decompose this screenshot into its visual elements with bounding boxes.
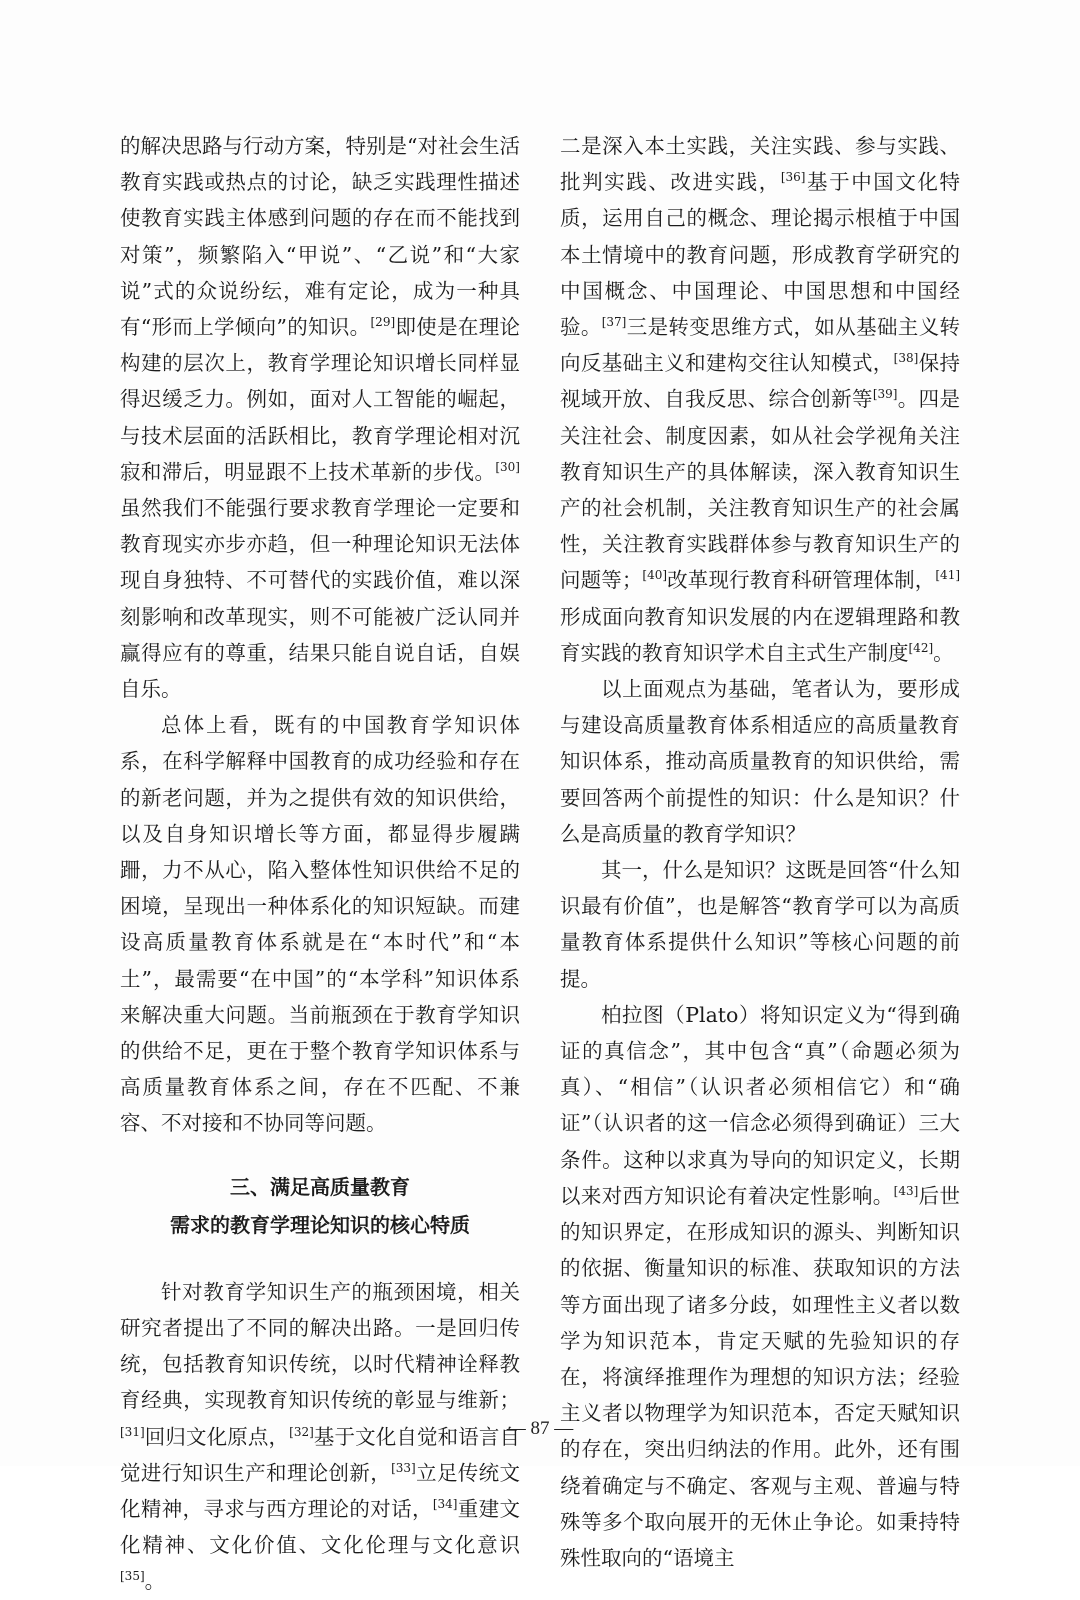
citation-marker: [30] bbox=[495, 459, 520, 474]
right-column bbox=[560, 128, 960, 1576]
text-run: 二是深入本土实践，关注实践、参与实践、批判实践、改进实践， bbox=[560, 134, 960, 195]
text-run: 后世的知识界定，在形成知识的源头、判断知识的依据、衡量知识的标准、获取知识的方法等方面出现了诸多分歧，如理性主义者以数学为知识范本，肯定天赋的先验知识的存在，将演绎推理作为理想的知识方法；经验主义者以物理学为知识范本，否定天赋知识的存在，突出归纳法的作用。此外，还有围绕着确定与不确定、客观与主观、普遍与特殊等多个取向展开的无休止争论。如秉持特殊性取向的“语境主 bbox=[560, 1183, 961, 1570]
text-run: 。四是关注社会、制度因素，如从社会学视角关注教育知识生产的具体解读，深入教育知识生产的社会机制，关注教育知识生产的社会属性，关注教育实践群体参与教育知识生产的问题等； bbox=[560, 387, 961, 593]
citation-marker: [41] bbox=[935, 568, 961, 583]
text-run: 。 bbox=[144, 1569, 166, 1594]
text-run: 虽然我们不能强行要求教育学理论一定要和教育现实亦步亦趋，但一种理论知识无法体现自身独特、不可替代的实践价值，难以深刻影响和改革现实，则不可能被广泛认同并赢得应有的尊重，结果只能自说自话，自娱自乐。 bbox=[120, 496, 520, 702]
section-heading-line-2: 需求的教育学理论知识的核心特质 bbox=[170, 1212, 470, 1237]
text-run: 保持视域开放、自我反思、综合创新等 bbox=[560, 351, 961, 412]
section-heading-line-1: 三、满足高质量教育 bbox=[230, 1174, 410, 1199]
text-run: 针对教育学知识生产的瓶颈困境，相关研究者提出了不同的解决出路。一是回归传统，包括教育知识传统，以时代精神诠释教育经典，实现教育知识传统的彰显与维新； bbox=[120, 1279, 520, 1413]
citation-marker: [33] bbox=[391, 1460, 416, 1475]
citation-marker: [36] bbox=[780, 170, 806, 185]
text-run: 重建文化精神、文化价值、文化伦理与文化意识 bbox=[120, 1496, 521, 1558]
citation-marker: [34] bbox=[432, 1496, 458, 1511]
page-number: — 87 — bbox=[506, 1418, 574, 1439]
citation-marker: [32] bbox=[289, 1424, 314, 1439]
section-heading bbox=[120, 1168, 520, 1244]
text-run: 立足传统文化精神，寻求与西方理论的对话， bbox=[120, 1460, 521, 1521]
paragraph bbox=[560, 128, 960, 671]
citation-marker: [38] bbox=[893, 351, 919, 366]
text-run: 柏拉图（Plato）将知识定义为“得到确证的真信念”，其中包含“真”（命题必须为真）、“相信”（认识者必须相信它）和“确证”（认识者的这一信念必须得到确证）三大条件。这种以求真为导向的知识定义，长期以来对西方知识论有着决定性影响。 bbox=[560, 1002, 960, 1208]
text-run: 回归文化原点， bbox=[144, 1424, 290, 1449]
citation-marker: [40] bbox=[642, 568, 668, 583]
citation-marker: [35] bbox=[120, 1569, 145, 1584]
text-run: 。 bbox=[933, 640, 954, 665]
text-run: 基于中国文化特质，运用自己的概念、理论揭示根植于中国本土情境中的教育问题，形成教育学研究的中国概念、中国理论、中国思想和中国经验。 bbox=[560, 170, 961, 340]
text-run: 改革现行教育科研管理体制， bbox=[667, 568, 936, 593]
citation-marker: [43] bbox=[893, 1183, 919, 1198]
text-run: 基于文化自觉和语言自觉进行知识生产和理论创新， bbox=[120, 1424, 521, 1485]
text-run: 形成面向教育知识发展的内在逻辑理路和教育实践的教育知识学术自主式生产制度 bbox=[560, 604, 960, 665]
text-run: 三是转变思维方式，如从基础主义转向反基础主义和建构交往认知模式， bbox=[560, 315, 961, 376]
text-run: 的解决思路与行动方案，特别是“对社会生活教育实践或热点的讨论，缺乏实践理性描述使教育实践主体感到问题的存在而不能找到对策”，频繁陷入“甲说”、“乙说”和“大家说”式的众说纷纭，难有定论，成为一种具有“形而上学倾向”的知识。 bbox=[120, 134, 520, 340]
paragraph: 总体上看，既有的中国教育学知识体系，在科学解释中国教育的成功经验和存在的新老问题，并为之提供有效的知识供给，以及自身知识增长等方面，都显得步履蹒跚，力不从心，陷入整体性知识供给不足的困境，呈现出一种体系化的知识短缺。而建设高质量教育体系就是在“本时代”和“本土”，最需要“在中国”的“本学科”知识体系来解决重大问题。当前瓶颈在于教育学知识的供给不足，更在于整个教育学知识体系与高质量教育体系之间，存在不匹配、不兼容、不对接和不协同等问题。 bbox=[120, 713, 520, 1136]
citation-marker: [29] bbox=[370, 315, 396, 330]
paragraph bbox=[560, 997, 960, 1576]
citation-marker: [37] bbox=[601, 315, 627, 330]
left-column bbox=[120, 128, 520, 1600]
citation-marker: [42] bbox=[908, 640, 934, 655]
citation-marker: [31] bbox=[120, 1424, 145, 1439]
paragraph: 其一，什么是知识？这既是回答“什么知识最有价值”，也是解答“教育学可以为高质量教育体系提供什么知识”等核心问题的前提。 bbox=[560, 858, 960, 991]
citation-marker: [39] bbox=[872, 387, 898, 402]
paragraph: 以上面观点为基础，笔者认为，要形成与建设高质量教育体系相适应的高质量教育知识体系，推动高质量教育的知识供给，需要回答两个前提性的知识：什么是知识？什么是高质量的教育学知识？ bbox=[560, 677, 960, 846]
text-run: 即使是在理论构建的层次上，教育学理论知识增长同样显得迟缓乏力。例如，面对人工智能的崛起，与技术层面的活跃相比，教育学理论相对沉寂和滞后，明显跟不上技术革新的步伐。 bbox=[120, 315, 521, 484]
paragraph bbox=[120, 128, 520, 707]
